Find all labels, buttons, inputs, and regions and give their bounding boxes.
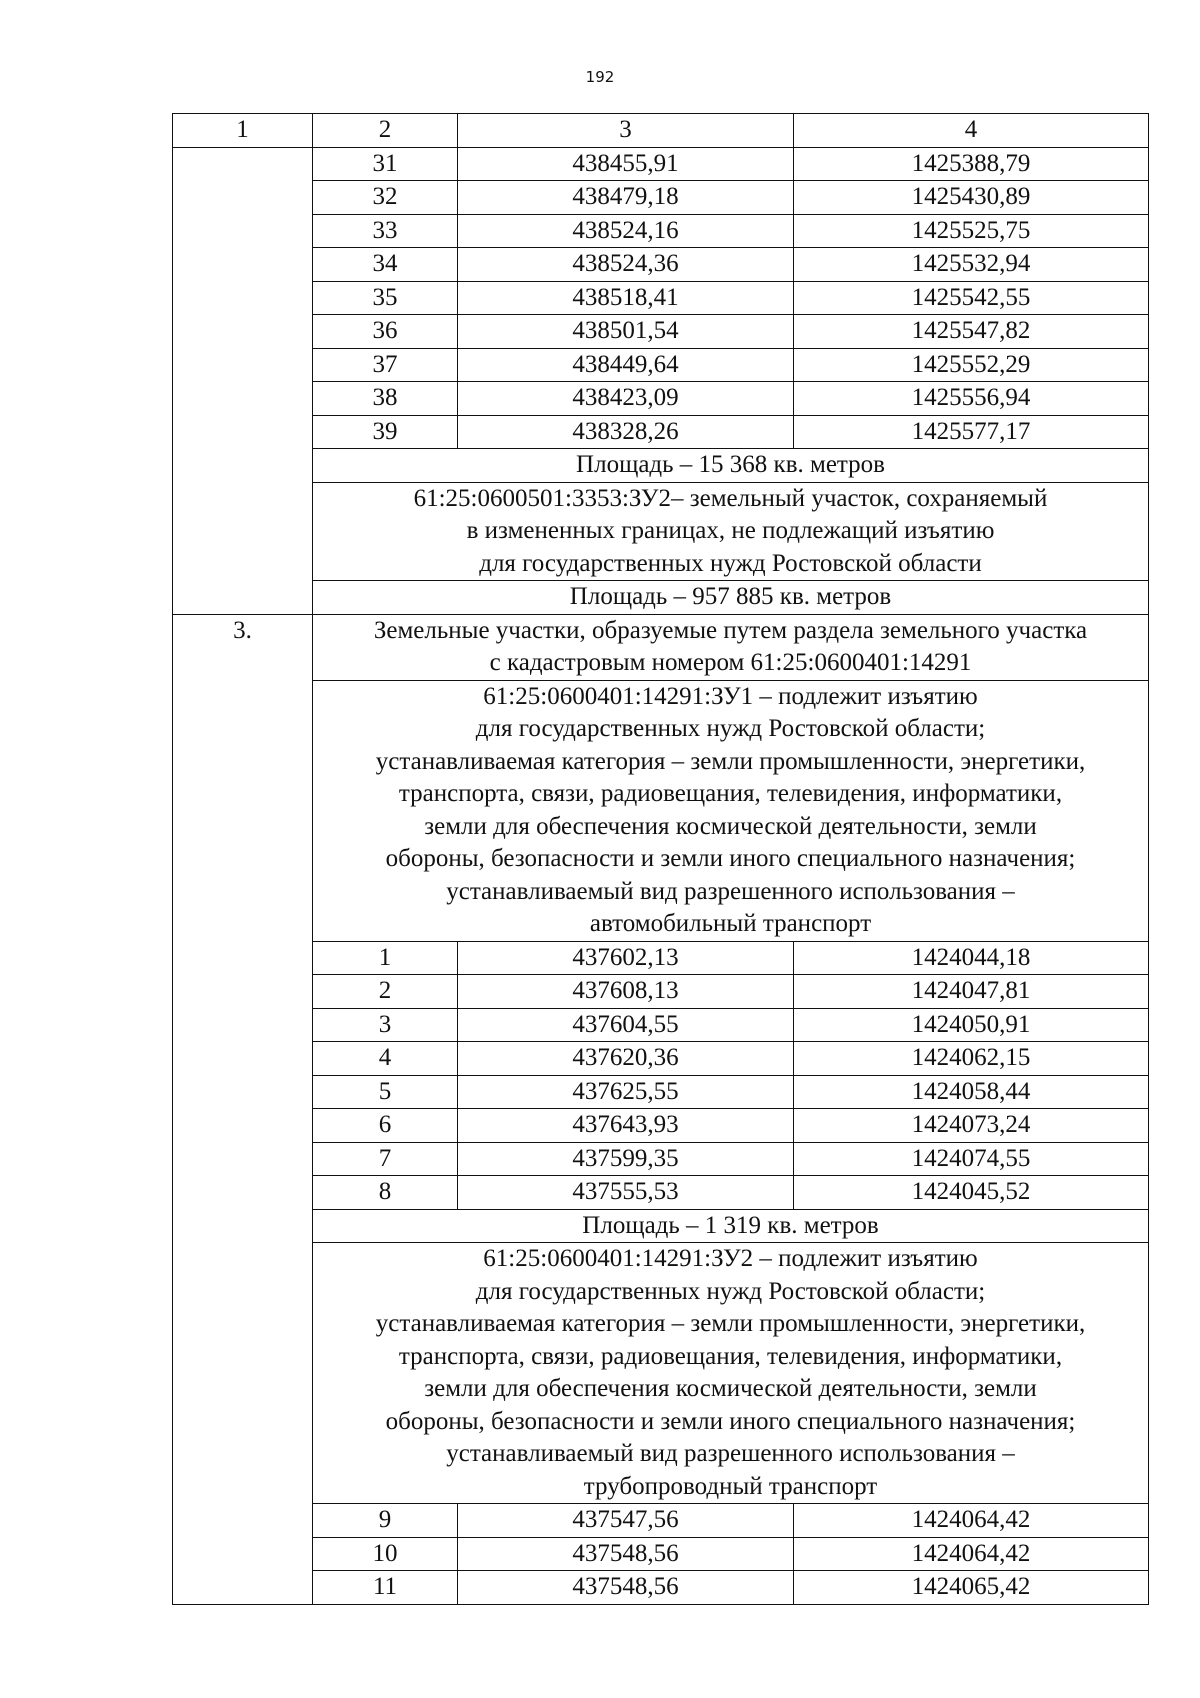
point-number: 10 xyxy=(313,1537,458,1571)
coordinate-x: 438479,18 xyxy=(458,181,794,215)
coordinate-x: 437548,56 xyxy=(458,1537,794,1571)
coordinate-y: 1424064,42 xyxy=(794,1504,1149,1538)
coordinate-x: 437547,56 xyxy=(458,1504,794,1538)
coordinate-y: 1424073,24 xyxy=(794,1109,1149,1143)
point-number: 3 xyxy=(313,1008,458,1042)
text-line: для государственных нужд Ростовской области; xyxy=(475,715,986,742)
point-number: 31 xyxy=(313,147,458,181)
text-line: устанавливаемый вид разрешенного использования – xyxy=(446,877,1015,905)
coordinate-x: 437620,36 xyxy=(458,1042,794,1076)
table-row xyxy=(173,1176,1149,1210)
point-number: 35 xyxy=(313,281,458,315)
table-row xyxy=(173,181,1149,215)
text-line: для государственных нужд Ростовской области xyxy=(479,549,982,577)
table-row xyxy=(173,315,1149,349)
parcel-description xyxy=(173,1243,1149,1504)
table-row xyxy=(173,1008,1149,1042)
table-row xyxy=(173,1571,1149,1605)
point-number: 36 xyxy=(313,315,458,349)
text-line: земли для обеспечения космической деятельности, земли xyxy=(424,812,1037,840)
point-number: 8 xyxy=(313,1176,458,1210)
coordinate-y: 1425430,89 xyxy=(794,181,1149,215)
point-number: 7 xyxy=(313,1142,458,1176)
area-row-cell: Площадь – 15 368 кв. метров xyxy=(313,449,1149,483)
coordinate-x: 437548,56 xyxy=(458,1571,794,1605)
text-line: с кадастровым номером 61:25:0600401:14291 xyxy=(489,649,972,676)
coordinate-y: 1424074,55 xyxy=(794,1142,1149,1176)
point-number: 37 xyxy=(313,348,458,382)
point-number: 39 xyxy=(313,415,458,449)
coordinate-y: 1425525,75 xyxy=(794,214,1149,248)
section-title-cell xyxy=(313,614,1149,680)
section-number: 3. xyxy=(173,614,313,1604)
coordinate-y: 1424045,52 xyxy=(794,1176,1149,1210)
parcel-description-cell xyxy=(313,482,1149,581)
point-number: 34 xyxy=(313,248,458,282)
table-row xyxy=(173,248,1149,282)
text-line: трубопроводный транспорт xyxy=(583,1472,878,1500)
coordinate-y: 1424062,15 xyxy=(794,1042,1149,1076)
coordinates-table xyxy=(172,113,1149,1605)
text-line: обороны, безопасности и земли иного специального назначения; xyxy=(385,1407,1076,1435)
coordinate-x: 438501,54 xyxy=(458,315,794,349)
coordinate-x: 438449,64 xyxy=(458,348,794,382)
coordinate-y: 1425547,82 xyxy=(794,315,1149,349)
table-row xyxy=(173,975,1149,1009)
parcel-description-cell xyxy=(313,680,1149,941)
coordinate-x: 438423,09 xyxy=(458,382,794,416)
coordinate-y: 1424050,91 xyxy=(794,1008,1149,1042)
coordinate-x: 438518,41 xyxy=(458,281,794,315)
text-line: для государственных нужд Ростовской области; xyxy=(475,1277,986,1305)
coordinate-x: 438455,91 xyxy=(458,147,794,181)
header-cell: 4 xyxy=(794,114,1149,148)
text-line: Земельные участки, образуемые путем раздела земельного участка xyxy=(373,616,1088,644)
coordinate-x: 437555,53 xyxy=(458,1176,794,1210)
text-line: земли для обеспечения космической деятельности, земли xyxy=(424,1375,1037,1402)
coordinate-x: 437625,55 xyxy=(458,1075,794,1109)
coordinate-y: 1425577,17 xyxy=(794,415,1149,449)
point-number: 33 xyxy=(313,214,458,248)
point-number: 5 xyxy=(313,1075,458,1109)
table-row xyxy=(173,147,1149,181)
coordinate-x: 437643,93 xyxy=(458,1109,794,1143)
coordinate-y: 1424047,81 xyxy=(794,975,1149,1009)
point-number: 2 xyxy=(313,975,458,1009)
point-number: 9 xyxy=(313,1504,458,1538)
text-line: обороны, безопасности и земли иного специального назначения; xyxy=(385,845,1076,872)
header-row xyxy=(173,114,1149,148)
table-row xyxy=(173,941,1149,975)
point-number: 11 xyxy=(313,1571,458,1605)
coordinate-x: 438524,36 xyxy=(458,248,794,282)
empty-cell xyxy=(173,147,313,614)
area-row-cell: Площадь – 957 885 кв. метров xyxy=(313,581,1149,615)
coordinate-x: 438524,16 xyxy=(458,214,794,248)
text-line: 61:25:0600401:14291:ЗУ2 – подлежит изъятию xyxy=(483,1245,978,1272)
coordinate-x: 438328,26 xyxy=(458,415,794,449)
text-line: устанавливаемая категория – земли промышленности, энергетики, xyxy=(375,1310,1086,1337)
coordinate-y: 1424064,42 xyxy=(794,1537,1149,1571)
table-row xyxy=(173,214,1149,248)
coordinate-y: 1425542,55 xyxy=(794,281,1149,315)
header-cell: 1 xyxy=(173,114,313,148)
parcel-description xyxy=(173,680,1149,941)
table-row xyxy=(173,415,1149,449)
coordinate-y: 1424058,44 xyxy=(794,1075,1149,1109)
section-title xyxy=(173,614,1149,680)
area-row xyxy=(173,1209,1149,1243)
point-number: 6 xyxy=(313,1109,458,1143)
area-row xyxy=(173,581,1149,615)
coordinate-y: 1425552,29 xyxy=(794,348,1149,382)
coordinate-y: 1425388,79 xyxy=(794,147,1149,181)
coordinate-x: 437608,13 xyxy=(458,975,794,1009)
table-row xyxy=(173,1537,1149,1571)
table-row xyxy=(173,348,1149,382)
coordinate-x: 437599,35 xyxy=(458,1142,794,1176)
text-line: 61:25:0600401:14291:ЗУ1 – подлежит изъятию xyxy=(483,682,978,710)
coordinate-y: 1424065,42 xyxy=(794,1571,1149,1605)
text-line: 61:25:0600501:3353:ЗУ2– земельный участок, сохраняемый xyxy=(413,484,1048,512)
header-cell: 2 xyxy=(313,114,458,148)
coordinate-y: 1425556,94 xyxy=(794,382,1149,416)
table-row xyxy=(173,1109,1149,1143)
table-row xyxy=(173,281,1149,315)
area-row-cell: Площадь – 1 319 кв. метров xyxy=(313,1209,1149,1243)
table-row xyxy=(173,1504,1149,1538)
text-line: устанавливаемая категория – земли промышленности, энергетики, xyxy=(375,747,1086,775)
header-cell: 3 xyxy=(458,114,794,148)
coordinate-x: 437604,55 xyxy=(458,1008,794,1042)
point-number: 1 xyxy=(313,941,458,975)
parcel-description-cell xyxy=(313,1243,1149,1504)
point-number: 32 xyxy=(313,181,458,215)
page-number: 192 xyxy=(585,68,615,86)
table-body xyxy=(173,114,1149,1605)
parcel-description xyxy=(173,482,1149,581)
table-row xyxy=(173,1075,1149,1109)
text-line: автомобильный транспорт xyxy=(589,910,872,937)
table-row xyxy=(173,382,1149,416)
text-line: в измененных границах, не подлежащий изъятию xyxy=(466,517,995,544)
table-row xyxy=(173,1142,1149,1176)
table-row xyxy=(173,1042,1149,1076)
text-line: транспорта, связи, радиовещания, телевидения, информатики, xyxy=(398,780,1063,807)
coordinate-x: 437602,13 xyxy=(458,941,794,975)
point-number: 4 xyxy=(313,1042,458,1076)
text-line: устанавливаемый вид разрешенного использования – xyxy=(446,1440,1015,1467)
point-number: 38 xyxy=(313,382,458,416)
coordinate-y: 1425532,94 xyxy=(794,248,1149,282)
coordinate-y: 1424044,18 xyxy=(794,941,1149,975)
text-line: транспорта, связи, радиовещания, телевидения, информатики, xyxy=(398,1342,1063,1370)
area-row xyxy=(173,449,1149,483)
